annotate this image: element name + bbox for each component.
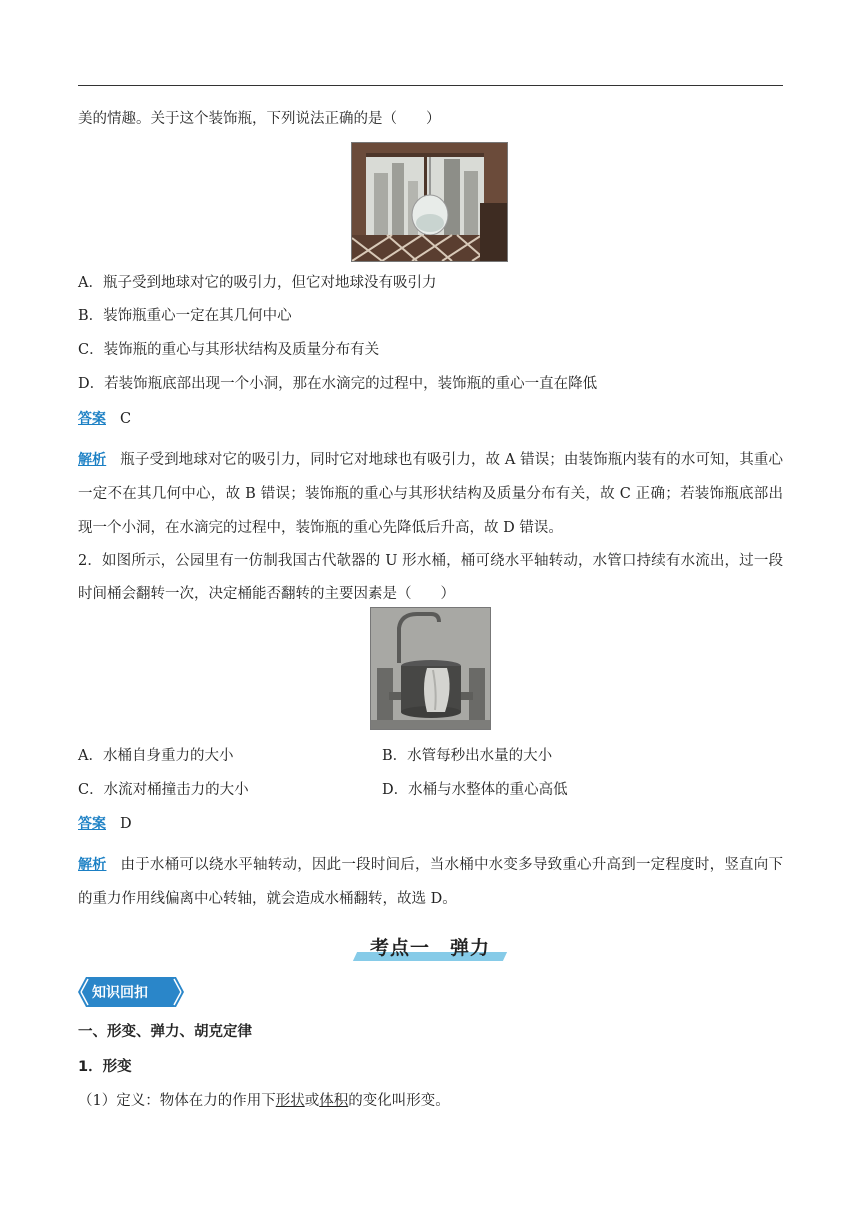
badge-label: 知识回扣 <box>92 985 148 1001</box>
analysis-text: 由于水桶可以绕水平轴转动，因此一段时间后，当水桶中水变多导致重心升高到一定程度时，竖直向下的重力作用线偏离中心转轴，就会造成水桶翻转，故选 D。 <box>78 857 784 907</box>
q2-option-a: A．水桶自身重力的大小 <box>78 748 234 764</box>
knowledge-badge <box>78 977 184 1007</box>
q1-option-b: B．装饰瓶重心一定在其几何中心 <box>78 308 292 324</box>
q1-option-c: C．装饰瓶的重心与其形状结构及质量分布有关 <box>78 342 380 358</box>
def-prefix: （1）定义：物体在力的作用下 <box>78 1093 276 1109</box>
heading-subsection: 1．形变 <box>78 1059 132 1075</box>
q2-option-c: C．水流对桶撞击力的大小 <box>78 782 249 798</box>
header-rule <box>78 85 783 86</box>
def-suffix: 的变化叫形变。 <box>348 1093 450 1109</box>
q2-stem: 2．如图所示，公园里有一仿制我国古代欹器的 U 形水桶，桶可绕水平轴转动，水管口持续有水流出，过一段时间桶会翻转一次，决定桶能否翻转的主要因素是（ ） <box>78 553 783 602</box>
section-title <box>355 933 505 965</box>
heading-deformation: 一、形变、弹力、胡克定律 <box>78 1024 252 1040</box>
analysis-text: 瓶子受到地球对它的吸引力，同时它对地球也有吸引力，故 A 错误；由装饰瓶内装有的水可知，其重心一定不在其几何中心，故 B 错误；装饰瓶的重心与其形状结构及质量分布有关，故 C 正确；若装饰瓶底部出现一个小洞，在水滴完的过程中，装饰瓶的重心先降低后升高，故 D 错误。 <box>78 452 784 536</box>
bucket-photo <box>370 607 491 730</box>
q2-option-d: D．水桶与水整体的重心高低 <box>382 782 568 798</box>
q1-option-a: A．瓶子受到地球对它的吸引力，但它对地球没有吸引力 <box>78 275 437 291</box>
vase-photo <box>351 142 508 262</box>
analysis-label: 解析 <box>78 857 107 873</box>
answer-label: 答案 <box>78 411 106 427</box>
def-mid: 或 <box>304 1093 320 1109</box>
q2-answer <box>78 814 783 834</box>
section-title-text: 考点一 弹力 <box>369 937 490 959</box>
q1-analysis <box>78 443 783 545</box>
answer-label: 答案 <box>78 816 106 832</box>
answer-value: C <box>120 411 132 427</box>
answer-value: D <box>120 816 132 832</box>
q1-answer <box>78 409 783 429</box>
definition-line <box>78 1091 783 1111</box>
q1-stem: 美的情趣。关于这个装饰瓶，下列说法正确的是（ ） <box>78 111 441 127</box>
def-shape: 形状 <box>275 1093 305 1109</box>
def-volume: 体积 <box>319 1093 349 1109</box>
q2-analysis <box>78 848 783 916</box>
q2-option-b: B．水管每秒出水量的大小 <box>382 748 553 764</box>
analysis-label: 解析 <box>78 452 107 468</box>
q1-option-d: D．若装饰瓶底部出现一个小洞，那在水滴完的过程中，装饰瓶的重心一直在降低 <box>78 376 598 392</box>
